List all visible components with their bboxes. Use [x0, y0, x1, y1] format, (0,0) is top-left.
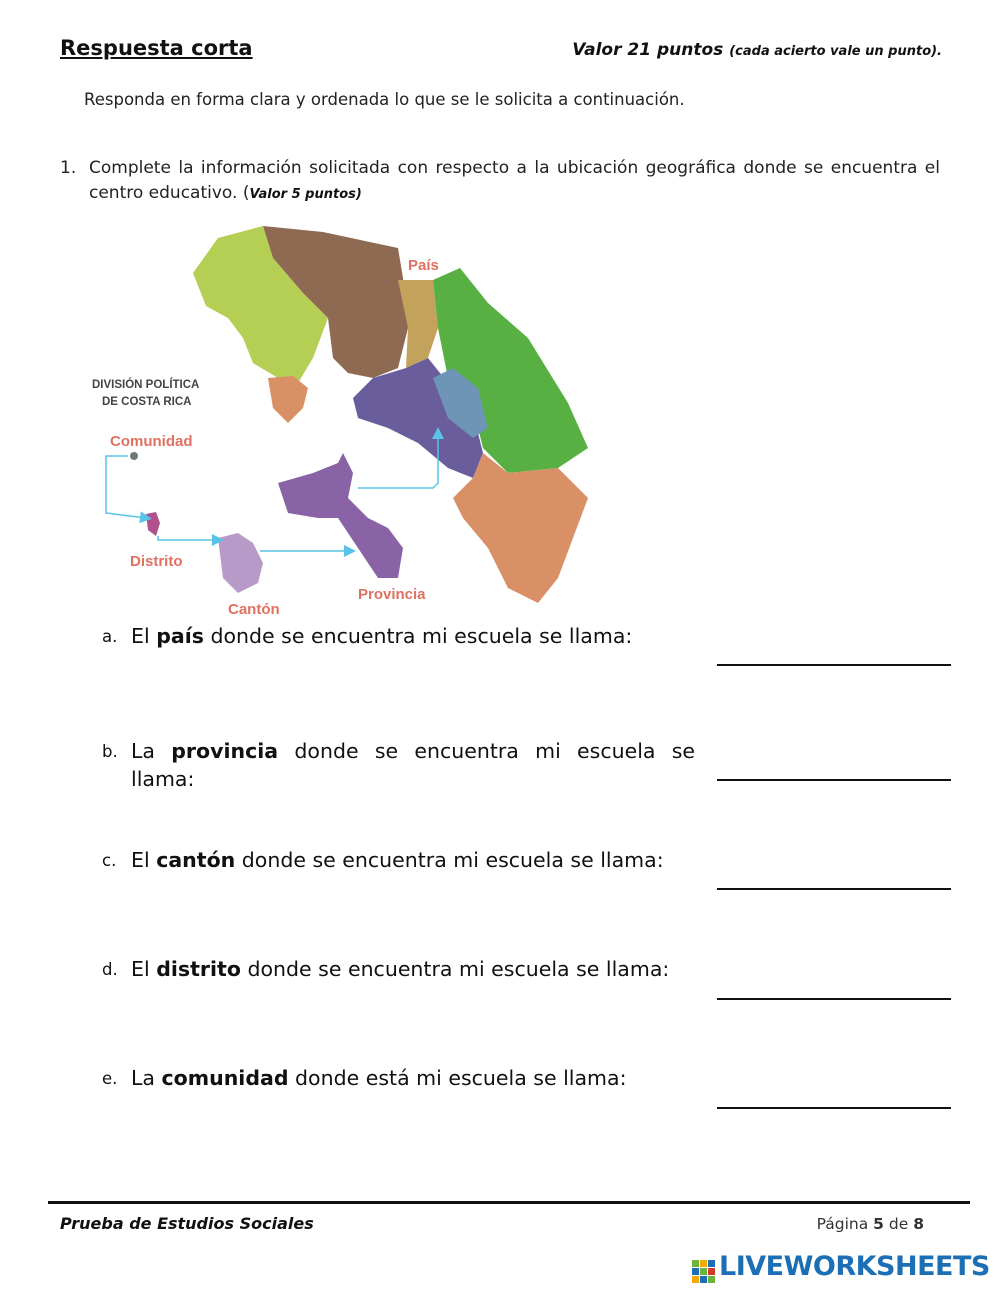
question-number: 1.: [60, 158, 77, 178]
item-d: [102, 955, 695, 983]
item-post: donde se encuentra mi escuela se llama:: [247, 957, 670, 981]
item-a: [102, 622, 695, 650]
label-pais: País: [408, 257, 439, 274]
zoom-canton-shape: [218, 533, 263, 593]
item-keyword: país: [156, 624, 204, 648]
item-keyword: cantón: [156, 848, 236, 872]
item-letter: e.: [102, 1069, 118, 1088]
answer-line-c[interactable]: [717, 888, 951, 890]
item-letter: d.: [102, 960, 118, 979]
item-keyword: provincia: [171, 739, 279, 763]
item-pre: El: [131, 848, 150, 872]
section-value: [572, 40, 942, 60]
costa-rica-map: [88, 218, 600, 622]
arrow-comunidad-to-distrito: [106, 456, 146, 518]
label-canton: Cantón: [228, 601, 280, 618]
footer-page-number: [817, 1215, 924, 1233]
item-pre: La: [131, 739, 155, 763]
footer-subject: Prueba de Estudios Sociales: [60, 1214, 314, 1233]
liveworksheets-logo-icon: [692, 1260, 716, 1284]
question-points: Valor 5 puntos): [249, 187, 362, 202]
item-pre: La: [131, 1066, 155, 1090]
zoom-comunidad-shape: [130, 452, 138, 460]
value-main: Valor 21 puntos: [572, 40, 724, 60]
page-total: 8: [913, 1215, 924, 1233]
answer-line-b[interactable]: [717, 779, 951, 781]
item-post: donde está mi escuela se llama:: [295, 1066, 627, 1090]
item-pre: El: [131, 957, 150, 981]
answer-line-a[interactable]: [717, 664, 951, 666]
label-comunidad: Comunidad: [110, 433, 193, 450]
item-e: [102, 1064, 695, 1092]
answer-line-d[interactable]: [717, 998, 951, 1000]
item-letter: a.: [102, 627, 118, 646]
question-text: Complete la información solicitada con respecto a la ubicación geográfica donde se encuentra el centro educativo. (: [89, 158, 940, 203]
nicoya-peninsula: [268, 376, 308, 423]
page-current: 5: [873, 1215, 884, 1233]
zoom-distrito-shape: [146, 512, 160, 536]
footer-divider: [48, 1201, 970, 1204]
map-title-line2: DE COSTA RICA: [102, 396, 192, 408]
page-label: Página: [816, 1215, 869, 1233]
item-pre: El: [131, 624, 150, 648]
instructions: Responda en forma clara y ordenada lo que se le solicita a continuación.: [84, 90, 685, 109]
zoom-provincia-shape: [278, 453, 403, 578]
liveworksheets-brand[interactable]: [692, 1251, 990, 1284]
item-post: donde se encuentra mi escuela se llama:: [131, 739, 695, 791]
item-c: [102, 846, 695, 874]
item-letter: b.: [102, 742, 118, 761]
item-post: donde se encuentra mi escuela se llama:: [210, 624, 633, 648]
item-letter: c.: [102, 851, 117, 870]
arrow-distrito-to-canton: [158, 536, 218, 540]
item-keyword: comunidad: [161, 1066, 289, 1090]
item-keyword: distrito: [156, 957, 241, 981]
map-title-line1: DIVISIÓN POLÍTICA: [92, 379, 200, 391]
question-1: [60, 156, 940, 207]
item-post: donde se encuentra mi escuela se llama:: [241, 848, 664, 872]
label-distrito: Distrito: [130, 553, 183, 570]
item-b: [102, 737, 695, 793]
section-title: Respuesta corta: [60, 36, 253, 60]
label-provincia: Provincia: [358, 586, 426, 603]
page-of: de: [888, 1215, 909, 1233]
liveworksheets-wordmark: LIVEWORKSHEETS: [719, 1251, 990, 1282]
answer-line-e[interactable]: [717, 1107, 951, 1109]
value-note: (cada acierto vale un punto).: [729, 44, 942, 59]
